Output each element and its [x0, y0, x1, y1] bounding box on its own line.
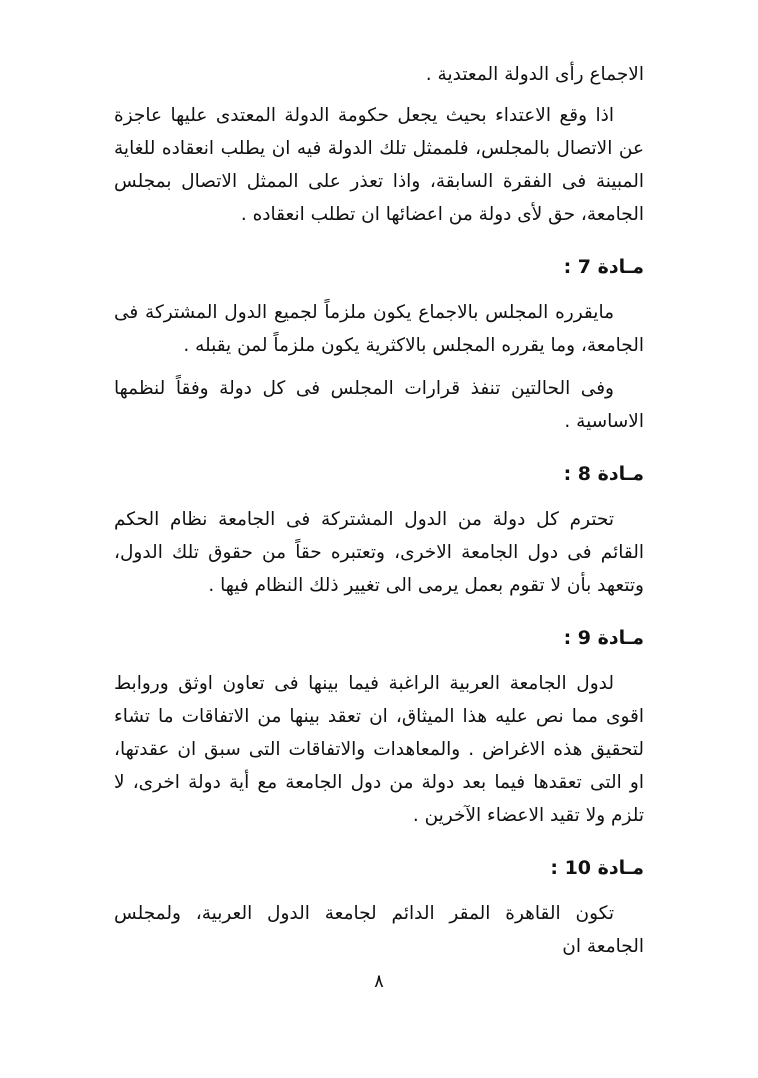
- article-7-heading: مـادة 7 :: [563, 256, 644, 278]
- article-8-paragraph-1: تحترم كل دولة من الدول المشتركة فى الجامعة نظام الحكم القائم فى دول الجامعة الاخرى، وتعتبره حقاً من حقوق تلك الدول، وتتعهد بأن لا تقوم بعمل يرمى الى تغيير ذلك النظام فيها .: [114, 509, 644, 596]
- article-9-heading: مـادة 9 :: [563, 627, 644, 649]
- continuation-line: الاجماع رأى الدولة المعتدية .: [425, 64, 644, 85]
- article-8-heading: مـادة 8 :: [563, 463, 644, 485]
- article-7-paragraph-2: وفى الحالتين تنفذ قرارات المجلس فى كل دولة وفقاً لنظمها الاساسية .: [114, 378, 644, 432]
- article-10-heading: مـادة 10 :: [550, 857, 644, 879]
- article-7-paragraph-1: مايقرره المجلس بالاجماع يكون ملزماً لجميع الدول المشتركة فى الجامعة، وما يقرره المجلس بالاكثرية يكون ملزماً لمن يقبله .: [114, 302, 644, 356]
- page-text-block: [114, 58, 644, 963]
- article-10-paragraph-1: تكون القاهرة المقر الدائم لجامعة الدول العربية، ولمجلس الجامعة ان: [114, 903, 644, 957]
- page-number: ٨: [374, 971, 384, 992]
- opening-paragraph: اذا وقع الاعتداء بحيث يجعل حكومة الدولة المعتدى عليها عاجزة عن الاتصال بالمجلس، فلممثل تلك الدولة فيه ان يطلب انعقاده للغاية المبينة فى الفقرة السابقة، واذا تعذر على الممثل الاتصال بمجلس الجامعة، حق لأى دولة من اعضائها ان تطلب انعقاده .: [114, 105, 644, 225]
- article-9-paragraph-1: لدول الجامعة العربية الراغبة فيما بينها فى تعاون اوثق وروابط اقوى مما نص عليه هذا الميثاق، ان تعقد بينها من الاتفاقات ما تشاء لتحقيق هذه الاغراض . والمعاهدات والاتفاقات التى سبق ان عقدتها، او التى تعقدها فيما بعد دولة من دول الجامعة مع أية دولة اخرى، لا تلزم ولا تقيد الاعضاء الآخرين .: [114, 673, 644, 826]
